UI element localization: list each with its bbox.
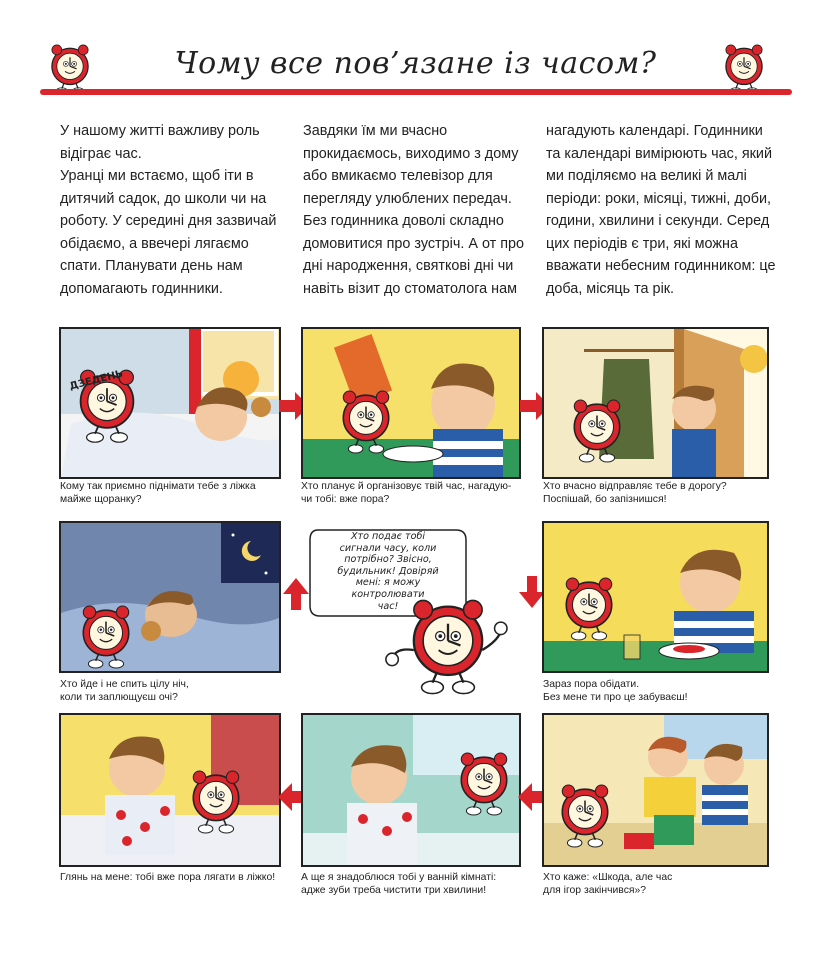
alarm-clock-icon: [558, 569, 620, 647]
alarm-clock-icon: [453, 743, 515, 823]
caption-leaving-home: Хто вчасно відправляє тебе в дорогу? Поспішай, бо запізнишся!: [543, 481, 727, 505]
illustration-lunch: [542, 521, 769, 673]
text-column-3: нагадують календарі. Годинники та календарі вимірюють час, який ми поділяємо на великі й малі періоди: роки, місяці, тижні, доби, години, хвилини і секунди. Серед цих періодів є три, які можна вважати небесним годинником: це доба, місяць та рік.: [546, 123, 776, 297]
alarm-clock-mascot: [380, 588, 516, 706]
text-column-1: У нашому житті важливу роль відіграє час. Уранці ми встаємо, щоб іти в дитячий садок, до школи чи на роботу. У середині дня зазвичай обідаємо, а ввечері лягаємо спати. Планувати день нам допомагають годинники.: [60, 123, 277, 297]
title-underline: [40, 89, 792, 95]
speech-bubble-text: Хто подає тобі сигнали часу, коли потрібно? Звісно, будильник! Довіряй мені: я можу контролювати час!: [337, 531, 439, 612]
illustration-leaving-home: [542, 327, 769, 479]
alarm-clock-icon: [185, 761, 247, 841]
alarm-clock-icon: [554, 775, 616, 855]
illustration-wake-up: [59, 327, 281, 479]
sound-effect-text: ДЗЕДЕНЬ: [68, 368, 125, 393]
alarm-clock-icon: [566, 391, 628, 469]
caption-playtime: Хто каже: «Шкода, але час для ігор закінчився»?: [543, 872, 673, 896]
arrow-up-icon: [283, 578, 309, 610]
text-column-2: Завдяки їм ми вчасно прокидаємось, виходимо з дому або вмикаємо телевізор для перегляду улюблених передач. Без годинника доволі складно домовитися про зустріч. А от про дні народження, святкові дні чи навіть візит до стоматолога нам: [303, 123, 525, 297]
illustration-breakfast: [301, 327, 521, 479]
alarm-clock-icon: [75, 597, 137, 673]
illustration-bedtime: [59, 713, 281, 867]
caption-lunch: Зараз пора обідати. Без мене ти про це забуваєш!: [543, 679, 688, 703]
illustration-bathroom: [301, 713, 521, 867]
page-title: Чому все пов’язане із часом?: [174, 46, 657, 81]
alarm-clock-icon: [335, 381, 397, 461]
caption-bathroom: А ще я знадоблюся тобі у ванній кімнаті: адже зуби треба чистити три хвилини!: [301, 872, 497, 896]
caption-wake-up: Кому так приємно піднімати тебе з ліжка майже щоранку?: [60, 481, 256, 505]
caption-night: Хто йде і не спить цілу ніч, коли ти заплющуєш очі?: [60, 679, 189, 703]
illustration-playtime: [542, 713, 769, 867]
illustration-night: [59, 521, 281, 673]
caption-bedtime: Глянь на мене: тобі вже пора лягати в ліжко!: [60, 872, 276, 883]
caption-breakfast: Хто планує й організовує твій час, нагадую- чи тобі: вже пора?: [301, 481, 512, 505]
